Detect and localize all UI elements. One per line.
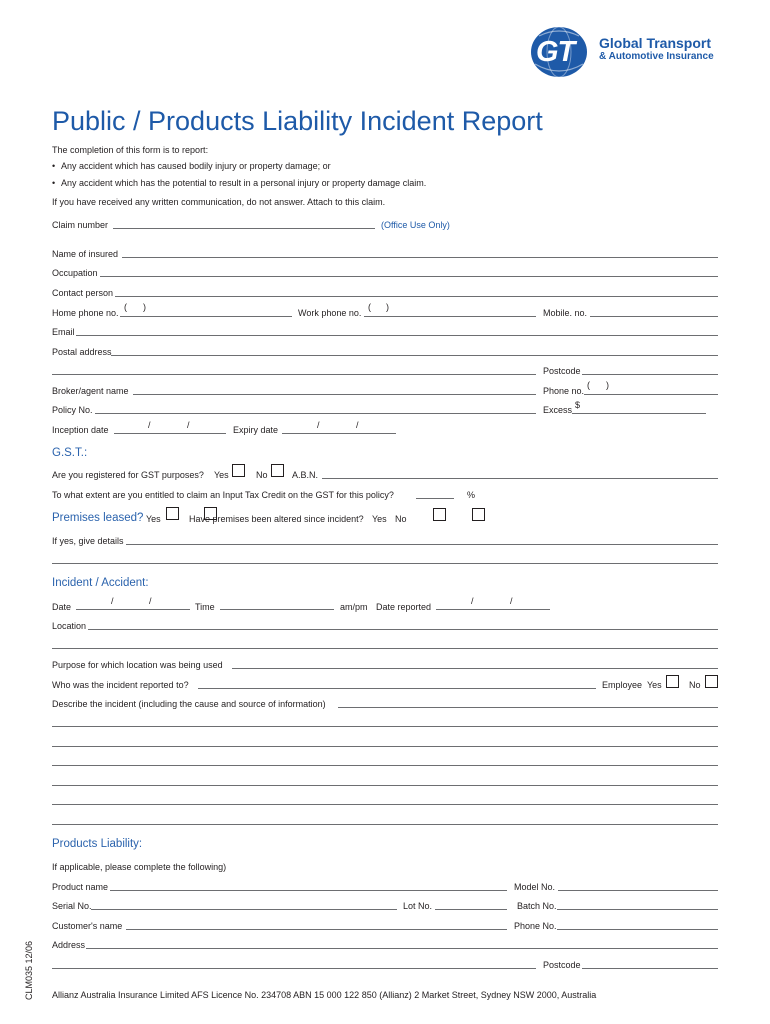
inception-date-label: Inception date <box>52 425 109 435</box>
describe-incident-line-6[interactable] <box>52 804 718 805</box>
postal-address-field[interactable] <box>111 355 718 356</box>
describe-incident-label: Describe the incident (including the cause and source of information) <box>52 699 326 709</box>
gst-question: Are you registered for GST purposes? <box>52 470 204 480</box>
location-label: Location <box>52 621 87 631</box>
location-field[interactable] <box>88 629 718 630</box>
name-of-insured-label: Name of insured <box>52 249 119 259</box>
reported-to-field[interactable] <box>198 688 596 689</box>
postal-address-field-2[interactable] <box>52 374 536 375</box>
inception-date-slash-2: / <box>187 420 190 430</box>
intro-note: If you have received any written communication, do not answer. Attach to this claim. <box>52 197 386 207</box>
abn-field[interactable] <box>322 478 718 479</box>
date-reported-slash-2: / <box>510 596 513 606</box>
broker-agent-label: Broker/agent name <box>52 386 129 396</box>
employee-no-checkbox[interactable] <box>705 675 718 688</box>
broker-phone-paren-open: ( <box>587 380 590 390</box>
products-liability-heading: Products Liability: <box>52 838 143 850</box>
email-label: Email <box>52 327 75 337</box>
describe-incident-line-2[interactable] <box>52 726 718 727</box>
purpose-label: Purpose for which location was being used <box>52 660 223 670</box>
batch-number-label: Batch No. <box>517 901 557 911</box>
home-phone-label: Home phone no. <box>52 308 119 318</box>
home-phone-paren-open: ( <box>124 302 127 312</box>
reported-to-label: Who was the incident reported to? <box>52 680 189 690</box>
employee-yes-label: Yes <box>647 680 662 690</box>
gst-yes-label: Yes <box>214 470 229 480</box>
describe-incident-line-7[interactable] <box>52 824 718 825</box>
work-phone-paren-open: ( <box>368 302 371 312</box>
lot-number-field[interactable] <box>435 909 507 910</box>
customer-phone-label: Phone No. <box>514 921 557 931</box>
gst-no-label: No <box>256 470 268 480</box>
incident-date-field[interactable] <box>76 609 190 610</box>
name-of-insured-field[interactable] <box>122 257 718 258</box>
excess-field[interactable] <box>572 413 706 414</box>
expiry-date-slash-2: / <box>356 420 359 430</box>
work-phone-label: Work phone no. <box>298 308 362 318</box>
incident-heading: Incident / Accident: <box>52 577 149 589</box>
incident-date-slash-1: / <box>111 596 114 606</box>
product-name-label: Product name <box>52 882 109 892</box>
broker-phone-field[interactable] <box>584 394 718 395</box>
itc-percent-field[interactable] <box>416 498 454 499</box>
contact-person-label: Contact person <box>52 288 114 298</box>
location-field-2[interactable] <box>52 648 718 649</box>
date-reported-field[interactable] <box>436 609 550 610</box>
model-number-label: Model No. <box>514 882 556 892</box>
product-name-field[interactable] <box>110 890 507 891</box>
broker-phone-label: Phone no. <box>543 386 585 396</box>
postcode-field[interactable] <box>582 374 718 375</box>
premises-details-label: If yes, give details <box>52 536 124 546</box>
date-reported-label: Date reported <box>376 602 432 612</box>
describe-incident-line-3[interactable] <box>52 746 718 747</box>
products-note: If applicable, please complete the following) <box>52 862 227 872</box>
premises-altered-no-checkbox[interactable] <box>472 508 485 521</box>
premises-details-field-2[interactable] <box>52 563 718 564</box>
premises-details-field[interactable] <box>126 544 718 545</box>
footer-licence: Allianz Australia Insurance Limited AFS Licence No. 234708 ABN 15 000 122 850 (Allianz) 2 Market Street, Sydney NSW 2000, Australia <box>52 990 597 1000</box>
employee-no-label: No <box>689 680 701 690</box>
incident-date-slash-2: / <box>149 596 152 606</box>
model-number-field[interactable] <box>558 890 718 891</box>
broker-phone-paren-close: ) <box>606 380 609 390</box>
premises-altered-no-label: No <box>395 514 407 524</box>
premises-leased-yes-checkbox[interactable] <box>166 507 179 520</box>
occupation-field[interactable] <box>100 276 718 277</box>
customer-postcode-label: Postcode <box>543 960 581 970</box>
customer-phone-field[interactable] <box>557 929 718 930</box>
customer-name-label: Customer's name <box>52 921 123 931</box>
expiry-date-label: Expiry date <box>233 425 279 435</box>
mobile-field[interactable] <box>590 316 718 317</box>
premises-altered-yes-checkbox[interactable] <box>433 508 446 521</box>
expiry-date-field[interactable] <box>282 433 396 434</box>
brand-name-line2: & Automotive Insurance <box>599 51 714 62</box>
postcode-label: Postcode <box>543 366 581 376</box>
excess-label: Excess <box>543 405 573 415</box>
contact-person-field[interactable] <box>115 296 718 297</box>
home-phone-paren-close: ) <box>143 302 146 312</box>
email-field[interactable] <box>76 335 718 336</box>
bullet-marker: • <box>52 178 56 188</box>
employee-label: Employee <box>602 680 643 690</box>
form-code: CLM035 12/06 <box>24 940 34 1000</box>
serial-number-field[interactable] <box>91 909 397 910</box>
customer-name-field[interactable] <box>126 929 507 930</box>
date-reported-slash-1: / <box>471 596 474 606</box>
company-logo <box>527 26 589 78</box>
logo-text: GT <box>536 36 575 68</box>
brand-name-line1: Global Transport <box>599 35 712 51</box>
home-phone-field[interactable] <box>120 316 292 317</box>
broker-agent-field[interactable] <box>133 394 536 395</box>
inception-date-field[interactable] <box>114 433 226 434</box>
describe-incident-field[interactable] <box>338 707 718 708</box>
mobile-label: Mobile. no. <box>543 308 588 318</box>
gst-yes-checkbox[interactable] <box>232 464 245 477</box>
premises-altered-yes-label: Yes <box>372 514 387 524</box>
itc-percent-sign: % <box>467 490 476 500</box>
intro-lead: The completion of this form is to report: <box>52 145 209 155</box>
incident-date-label: Date <box>52 602 72 612</box>
occupation-label: Occupation <box>52 268 98 278</box>
premises-altered-question: Have premises been altered since incident? <box>189 514 364 524</box>
serial-number-label: Serial No. <box>52 901 92 911</box>
customer-postcode-field[interactable] <box>582 968 718 969</box>
customer-address-field-2[interactable] <box>52 968 536 969</box>
policy-number-field[interactable] <box>95 413 536 414</box>
batch-number-field[interactable] <box>557 909 718 910</box>
policy-number-label: Policy No. <box>52 405 93 415</box>
expiry-date-slash-1: / <box>317 420 320 430</box>
claim-number-field[interactable] <box>113 228 375 229</box>
customer-address-label: Address <box>52 940 86 950</box>
intro-bullet-2: Any accident which has the potential to result in a personal injury or property damage claim. <box>61 178 427 188</box>
page-title: Public / Products Liability Incident Report <box>52 106 543 136</box>
incident-time-label: Time <box>195 602 215 612</box>
gst-no-checkbox[interactable] <box>271 464 284 477</box>
inception-date-slash-1: / <box>148 420 151 430</box>
abn-label: A.B.N. <box>292 470 319 480</box>
claim-number-label: Claim number <box>52 220 109 230</box>
premises-yes-label: Yes <box>146 514 161 524</box>
purpose-field[interactable] <box>232 668 718 669</box>
itc-question: To what extent are you entitled to claim an Input Tax Credit on the GST for this policy? <box>52 490 394 500</box>
lot-number-label: Lot No. <box>403 901 433 911</box>
office-use-note: (Office Use Only) <box>381 220 450 230</box>
customer-address-field[interactable] <box>86 948 718 949</box>
premises-leased-heading: Premises leased? <box>52 512 144 524</box>
employee-yes-checkbox[interactable] <box>666 675 679 688</box>
bullet-marker: • <box>52 161 56 171</box>
postal-address-label: Postal address <box>52 347 112 357</box>
work-phone-field[interactable] <box>364 316 536 317</box>
gst-heading: G.S.T.: <box>52 447 88 459</box>
excess-dollar-sign: $ <box>575 400 581 410</box>
describe-incident-line-4[interactable] <box>52 765 718 766</box>
describe-incident-line-5[interactable] <box>52 785 718 786</box>
intro-bullet-1: Any accident which has caused bodily injury or property damage; or <box>61 161 331 171</box>
work-phone-paren-close: ) <box>386 302 389 312</box>
incident-time-field[interactable] <box>220 609 334 610</box>
incident-ampm-label: am/pm <box>340 602 368 612</box>
